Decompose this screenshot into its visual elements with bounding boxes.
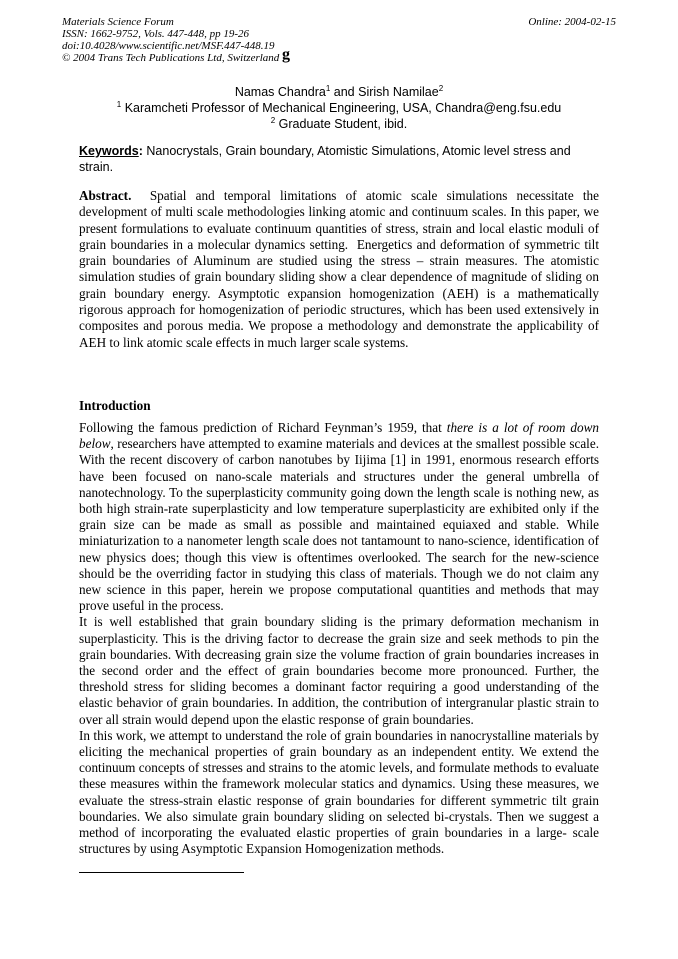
author-1-sup: 1 xyxy=(325,83,331,93)
author-and: and xyxy=(330,85,359,99)
affil-1-text: Karamcheti Professor of Mechanical Engineering, USA, Chandra@eng.fsu.edu xyxy=(121,101,562,115)
p1-text-a: Following the famous prediction of Richard Feynman’s 1959, that xyxy=(79,420,447,435)
keywords-colon: : xyxy=(138,144,143,158)
affiliation-1 xyxy=(62,100,616,116)
affiliation-2 xyxy=(62,116,616,132)
author-line xyxy=(62,84,616,100)
keywords-label: Keywords xyxy=(79,144,139,158)
intro-paragraph-2: It is well established that grain boundary sliding is the primary deformation mechanism in superplasticity. This is the driving factor to decrease the grain size and seek methods to pin the grain boundaries. With decreasing grain size the volume fraction of grain boundaries increases in the second order and the effect of grain boundaries become more pronounced. Further, the threshold stress for sliding becomes a dominant factor requiring a good understanding of the elastic behavior of grain boundaries. In addition, the contribution of intergranular plastic strain to over all strain would depend upon the elastic response of grain boundaries. xyxy=(79,614,599,727)
journal-name: Materials Science Forum xyxy=(62,16,174,28)
intro-paragraph-1 xyxy=(79,420,599,614)
keywords xyxy=(79,144,601,175)
online-date: Online: 2004-02-15 xyxy=(528,16,616,28)
copyright-line: © 2004 Trans Tech Publications Ltd, Switzerland xyxy=(62,52,280,64)
abstract-label: Abstract. xyxy=(79,188,132,203)
p1-italic-quote: there is a lot of room down below xyxy=(79,420,599,452)
author-block xyxy=(62,84,616,132)
author-1: Namas Chandra xyxy=(234,85,326,99)
doi-line[interactable]: doi:10.4028/www.scientific.net/MSF.447-448.19 xyxy=(62,40,275,52)
occluded-title: g xyxy=(282,46,290,63)
footnote-rule xyxy=(79,872,244,873)
introduction-heading: Introduction xyxy=(79,398,151,413)
intro-paragraph-3: In this work, we attempt to understand the role of grain boundaries in nanocrystalline materials by eliciting the mechanical properties of grain boundary as an independent entity. We extend the continuum concepts of stresses and strains to the atomic levels, and formulate methods to evaluate these measures within the framework molecular statics and dynamics. Using these measures, we evaluate the stress-strain elastic response of grain boundaries for different symmetric tilt grain boundaries. We also simulate grain boundary sliding on selected bi-crystals. Then we suggest a method of incorporating the evaluated elastic properties of grain boundaries in a large- scale structures by using Asymptotic Expansion Homogenization methods. xyxy=(79,727,599,857)
issn-line: ISSN: 1662-9752, Vols. 447-448, pp 19-26 xyxy=(62,28,249,40)
author-2: Sirish Namilae xyxy=(358,85,439,99)
p1-text-b: , researchers have attempted to examine materials and devices at the smallest possible scale. With the recent discovery of carbon nanotubes by Iijima [1] in 1991, enormous research efforts have been focused on nano-scale materials and structures under the general umbrella of nanotechnology. To the superplasticity community going down the length scale is nothing new, as both high strain-rate superplasticity and low temperature superplasticity are exhibited only if the grain size can be made as small as possible and maintained equiaxed and stable. While miniaturization to a nanometer length scale does not tantamount to nano-science, identification of new physics does; though this view is oftentimes overlooked. The search for the new-science should be the overriding factor in studying this class of materials. Though we do not claim any new science in this paper, herein we propose computational quantities and methods that may prove useful in the process. xyxy=(79,436,599,614)
abstract xyxy=(79,188,603,351)
keywords-text: Nanocrystals, Grain boundary, Atomistic Simulations, Atomic level stress and strain. xyxy=(79,144,571,174)
introduction-body xyxy=(79,420,599,857)
affil-2-text: Graduate Student, ibid. xyxy=(275,117,408,131)
affil-2-sup: 2 xyxy=(270,115,276,125)
abstract-text: Spatial and temporal limitations of atomic scale simulations necessitate the development of multi scale methodologies linking atomic and continuum scales. In this paper, we present formulations to evaluate continuum quantities of stress, strain and local elastic moduli of grain boundaries in a molecular dynamics setting. Energetics and deformation of symmetric tilt grain boundaries of Aluminum are studied using the stress – strain measures. The atomistic simulation studies of grain boundary sliding show a clear dependence of magnitude of sliding on grain boundary energy. Asymptotic expansion homogenization (AEH) is a mathematically rigorous approach for homogenization of periodic structures, which has been used extensively in composites and porous media. We propose a methodology and demonstrate the applicability of AEH to link atomic scale effects in much larger scale systems. xyxy=(79,188,603,350)
affil-1-sup: 1 xyxy=(116,99,122,109)
author-2-sup: 2 xyxy=(438,83,444,93)
